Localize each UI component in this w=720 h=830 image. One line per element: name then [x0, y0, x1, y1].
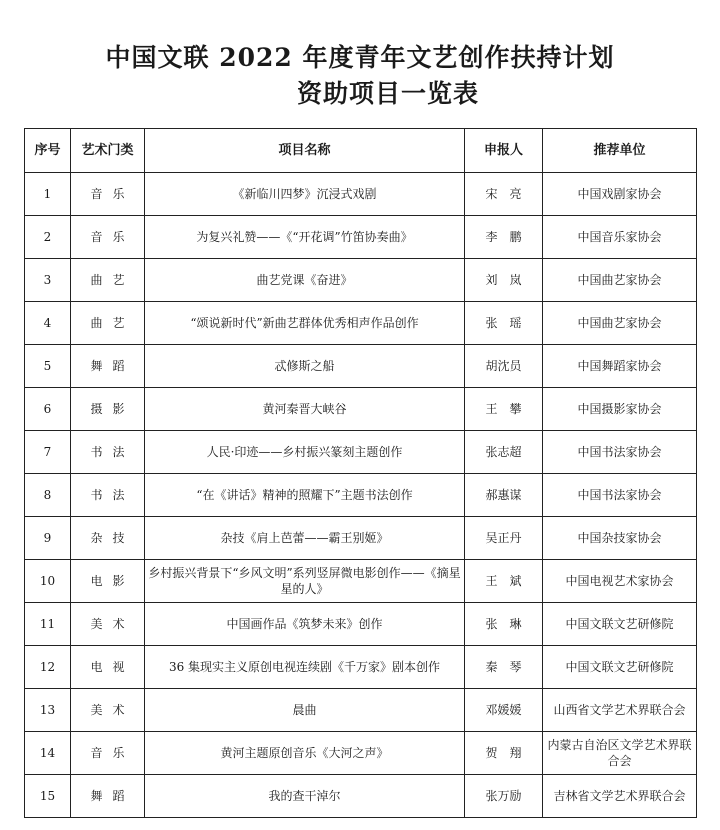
applicant-cell: 胡沈员	[465, 345, 543, 388]
project-name-cell: 人民·印迹——乡村振兴篆刻主题创作	[145, 431, 465, 474]
applicant-cell: 张 琳	[465, 603, 543, 646]
recommending-unit-cell: 中国舞蹈家协会	[543, 345, 697, 388]
art-category-cell: 曲艺	[71, 259, 145, 302]
applicant-cell: 贺 翔	[465, 732, 543, 775]
art-category-cell: 书法	[71, 474, 145, 517]
art-category-cell: 电视	[71, 646, 145, 689]
table-row	[25, 517, 697, 560]
recommending-unit-cell: 吉林省文学艺术界联合会	[543, 775, 697, 818]
art-category-cell: 舞蹈	[71, 345, 145, 388]
table-row	[25, 259, 697, 302]
project-name-cell: “在《讲话》精神的照耀下”主题书法创作	[145, 474, 465, 517]
table-row	[25, 689, 697, 732]
table-row	[25, 431, 697, 474]
serial-cell: 15	[25, 775, 71, 818]
table-row	[25, 216, 697, 259]
serial-cell: 12	[25, 646, 71, 689]
document-subtitle: 资助项目一览表	[296, 79, 479, 108]
applicant-cell: 张志超	[465, 431, 543, 474]
serial-cell: 10	[25, 560, 71, 603]
applicant-cell: 王 攀	[465, 388, 543, 431]
applicant-cell: 张 瑶	[465, 302, 543, 345]
serial-cell: 7	[25, 431, 71, 474]
serial-cell: 3	[25, 259, 71, 302]
recommending-unit-cell: 山西省文学艺术界联合会	[543, 689, 697, 732]
serial-cell: 4	[25, 302, 71, 345]
serial-cell: 5	[25, 345, 71, 388]
art-category-cell: 书法	[71, 431, 145, 474]
table-row	[25, 345, 697, 388]
applicant-cell: 邓媛媛	[465, 689, 543, 732]
applicant-cell: 张万励	[465, 775, 543, 818]
serial-cell: 1	[25, 173, 71, 216]
art-category-cell: 杂技	[71, 517, 145, 560]
recommending-unit-cell: 中国音乐家协会	[543, 216, 697, 259]
table-row	[25, 603, 697, 646]
recommending-unit-cell: 中国曲艺家协会	[543, 259, 697, 302]
recommending-unit-cell: 中国文联文艺研修院	[543, 603, 697, 646]
table-row	[25, 173, 697, 216]
serial-cell: 6	[25, 388, 71, 431]
project-name-cell: 黄河秦晋大峡谷	[145, 388, 465, 431]
art-category-cell: 音乐	[71, 173, 145, 216]
table-row	[25, 474, 697, 517]
project-name-cell: 《新临川四梦》沉浸式戏剧	[145, 173, 465, 216]
applicant-cell: 刘 岚	[465, 259, 543, 302]
project-name-cell: 晨曲	[145, 689, 465, 732]
project-name-cell: 36 集现实主义原创电视连续剧《千万家》剧本创作	[145, 646, 465, 689]
art-category-cell: 音乐	[71, 732, 145, 775]
project-name-cell: 曲艺党课《奋进》	[145, 259, 465, 302]
art-category-cell: 曲艺	[71, 302, 145, 345]
applicant-cell: 李 鹏	[465, 216, 543, 259]
project-name-cell: 为复兴礼赞——《“开花调”竹笛协奏曲》	[145, 216, 465, 259]
recommending-unit-cell: 内蒙古自治区文学艺术界联合会	[543, 732, 697, 775]
table-row	[25, 560, 697, 603]
table-row	[25, 646, 697, 689]
funded-projects-table	[24, 128, 697, 818]
table-row	[25, 302, 697, 345]
header-project-name: 项目名称	[145, 129, 465, 173]
recommending-unit-cell: 中国电视艺术家协会	[543, 560, 697, 603]
header-serial: 序号	[25, 129, 71, 173]
project-name-cell: 黄河主题原创音乐《大河之声》	[145, 732, 465, 775]
serial-cell: 2	[25, 216, 71, 259]
serial-cell: 11	[25, 603, 71, 646]
project-name-cell: 我的查干淖尔	[145, 775, 465, 818]
header-recommending-unit: 推荐单位	[543, 129, 697, 173]
serial-cell: 14	[25, 732, 71, 775]
applicant-cell: 王 斌	[465, 560, 543, 603]
recommending-unit-cell: 中国杂技家协会	[543, 517, 697, 560]
serial-cell: 13	[25, 689, 71, 732]
project-name-cell: 忒修斯之船	[145, 345, 465, 388]
recommending-unit-cell: 中国戏剧家协会	[543, 173, 697, 216]
document-title: 中国文联 2022 年度青年文艺创作扶持计划	[105, 43, 615, 72]
art-category-cell: 摄影	[71, 388, 145, 431]
project-name-cell: 中国画作品《筑梦未来》创作	[145, 603, 465, 646]
recommending-unit-cell: 中国曲艺家协会	[543, 302, 697, 345]
art-category-cell: 美术	[71, 603, 145, 646]
header-applicant: 申报人	[465, 129, 543, 173]
applicant-cell: 吴正丹	[465, 517, 543, 560]
recommending-unit-cell: 中国书法家协会	[543, 431, 697, 474]
table-row	[25, 388, 697, 431]
applicant-cell: 郝惠谋	[465, 474, 543, 517]
project-name-cell: “颂说新时代”新曲艺群体优秀相声作品创作	[145, 302, 465, 345]
applicant-cell: 秦 琴	[465, 646, 543, 689]
project-name-cell: 乡村振兴背景下“乡风文明”系列竖屏微电影创作——《摘星星的人》	[145, 560, 465, 603]
table-header-row	[25, 129, 697, 173]
applicant-cell: 宋 亮	[465, 173, 543, 216]
art-category-cell: 舞蹈	[71, 775, 145, 818]
art-category-cell: 电影	[71, 560, 145, 603]
serial-cell: 8	[25, 474, 71, 517]
recommending-unit-cell: 中国书法家协会	[543, 474, 697, 517]
recommending-unit-cell: 中国文联文艺研修院	[543, 646, 697, 689]
header-art-category: 艺术门类	[71, 129, 145, 173]
table-row	[25, 732, 697, 775]
serial-cell: 9	[25, 517, 71, 560]
art-category-cell: 美术	[71, 689, 145, 732]
table-row	[25, 775, 697, 818]
project-name-cell: 杂技《肩上芭蕾——霸王别姬》	[145, 517, 465, 560]
art-category-cell: 音乐	[71, 216, 145, 259]
recommending-unit-cell: 中国摄影家协会	[543, 388, 697, 431]
